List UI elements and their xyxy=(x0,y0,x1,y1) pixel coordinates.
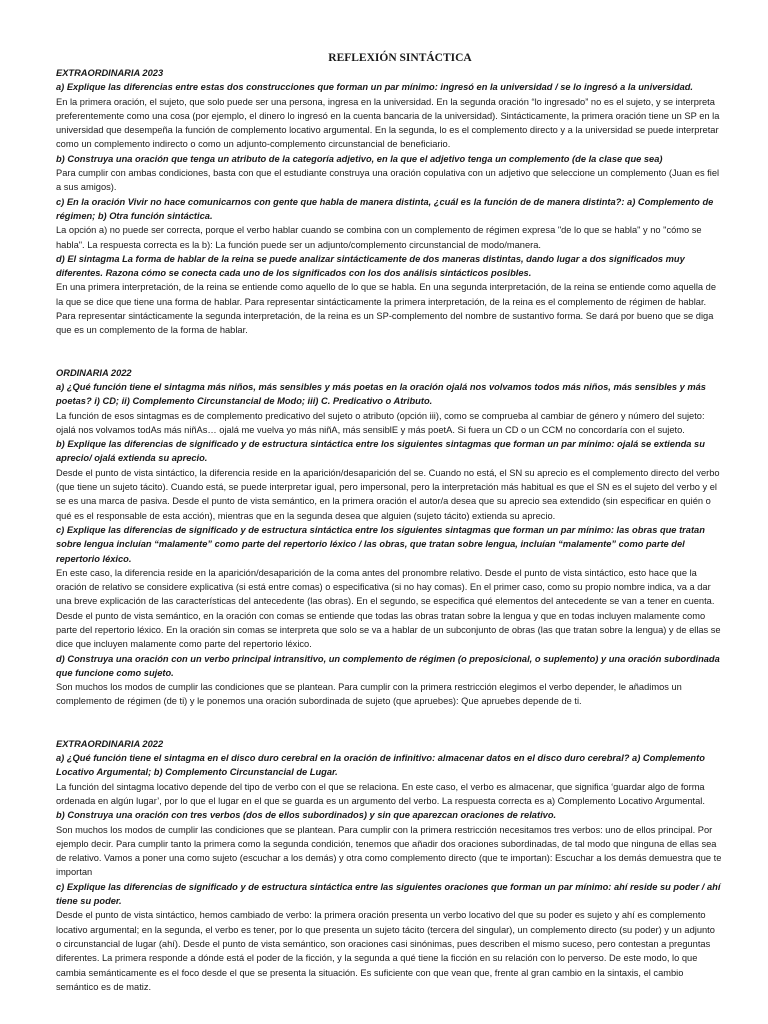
answer: Desde el punto de vista sintáctico, la diferencia reside en la aparición/desaparición del se. Cuando no está, el SN su aprecio es el complemento directo del verbo (que tiene un sujeto tácito). Cuando está, se puede interpretar igual, pero impersonal, pero la interpretación más habitual es que el SN es el sujeto del verbo y el se es una marca de pasiva. Desde el punto de vista semántico, en la primera oración el autor/a desea que su aprecio sea extendido (sin especificar en quién o qué es el responsable de esta acción), mientras que en la segunda desea que alguien (sujeto tácito) extienda su aprecio. xyxy=(56,467,720,521)
answer: Son muchos los modos de cumplir las condiciones que se plantean. Para cumplir con la primera restricción elegimos el verbo depender, le añadimos un complemento de régimen (de ti) y le ponemos una oración subordinada de sujeto (que apruebes): Que apruebes depende de ti. xyxy=(56,682,682,707)
answer: En una primera interpretación, de la reina se entiende como aquello de lo que se habla. En una segunda interpretación, de la reina se entiende como aquella de la que se dice que tiene una forma de hablar. Para representar sintácticamente la primera interpretación, de la reina es el complemento de régimen de hablar. Para representar sintácticamente la segunda interpretación, de la reina es un SP-complemento del nombre de sustantivo forma. Se dará por bueno que se diga que es un complemento de la forma de hablar. xyxy=(56,282,717,336)
question: d) El sintagma La forma de hablar de la reina se puede analizar sintácticamente de dos maneras distintas, dando lugar a dos significados muy diferentes. Razona cómo se conecta cada uno de los significados con los dos análisis sintácticos posibles. xyxy=(56,253,685,279)
document-page xyxy=(56,50,722,994)
answer: Desde el punto de vista sintáctico, hemos cambiado de verbo: la primera oración presenta un verbo locativo del que su poder es sujeto y ahí es complemento locativo argumental; en la segunda, el verbo es tener, por lo que presenta un sujeto tácito (tercera del singular), un complemento directo (su poder) y un adjunto o circunstancial de lugar (ahí). Desde el punto de vista semántico, son oraciones casi sinónimas, pues describen el mismo suceso, pero contestan a preguntas diferentes. La primera responde a dónde está el poder de la ficción, y la segunda a qué tiene la ficción en su relación con lo perverso. De este modo, lo que cambia semánticamente es el foco desde el que se presenta la situación. Es suficiente con que vean que, frente al gran cambio en la sintaxis, el cambio semántico es de matiz. xyxy=(56,910,715,992)
section-spacer xyxy=(56,338,722,366)
section-extraordinaria-2022 xyxy=(56,737,722,994)
answer: Son muchos los modos de cumplir las condiciones que se plantean. Para cumplir con la primera restricción necesitamos tres verbos: uno de ellos principal. Por ejemplo decir. Para cumplir tanto la primera como la segunda condición, tenemos que añadir dos oraciones subordinadas, de tal modo que ninguna de ellas sea de relativo. Vamos a poner una como sujeto (escuchar a los demás) y otra como complemento directo (que te importan): Escuchar a los demás demuestra que te importan xyxy=(56,824,722,878)
question: a) ¿Qué función tiene el sintagma en el disco duro cerebral en la oración de infinitivo: almacenar datos en el disco duro cerebral? a) Complemento Locativo Argumental; b) Complemento Circunstancial de Lugar. xyxy=(56,753,705,778)
page-title: REFLEXIÓN SINTÁCTICA xyxy=(328,52,472,64)
answer: En este caso, la diferencia reside en la aparición/desaparición de la coma antes del pronombre relativo. Desde el punto de vista sintáctico, esto hace que la oración de relativo se considere explicativa (si está entre comas) o especificativa (si no hay comas). En el primer caso, como su propio nombre indica, va a dar una breve explicación de las características del antecedente (las obras). En el segundo, se especifica qué elementos del antecedente se van a tener en cuenta. Desde el punto de vista semántico, en la oración con comas se entiende que todas las obras tratan sobre la lengua y que en todas incluyen malamente como parte del repertorio léxico. En la oración sin comas se interpreta que solo se va a hablar de un subconjunto de obras (las que tratan sobre la lengua) y de ellas se dice que incluyen malamente como parte del repertorio léxico. xyxy=(56,567,721,650)
section-extraordinaria-2023 xyxy=(56,66,722,338)
answer: Para cumplir con ambas condiciones, basta con que el estudiante construya una oración copulativa con un adjetivo que seleccione un complemento (Juan es fiel a sus amigos). xyxy=(56,168,720,193)
question: c) En la oración Vivir no hace comunicarnos con gente que habla de manera distinta, ¿cuál es la función de de manera distinta?: a) Complemento de régimen; b) Otra función sintáctica. xyxy=(56,196,714,221)
section-label: ORDINARIA 2022 xyxy=(56,367,132,378)
question: a) Explique las diferencias entre estas dos construcciones que forman un par mínimo: ingresó en la universidad / se lo ingresó a la universidad. xyxy=(56,82,694,93)
answer: La función de esos sintagmas es de complemento predicativo del sujeto o atributo (opción iii), como se comprueba al cambiar de género y número del sujeto: ojalá nos volvamos todAs más niñAs… ojalá me vuelva yo más niñA, más sensiblE y más poetA. Si fuera un CD o un CCM no concordaría con el sujeto. xyxy=(56,410,705,435)
question: c) Explique las diferencias de significado y de estructura sintáctica entre los siguientes sintagmas que forman un par mínimo: las obras que tratan sobre lengua incluían “malamente” como parte del repertorio léxico / las obras, que tratan sobre lengua, incluían “malamente” como parte del repertorio léxico. xyxy=(56,524,705,564)
section-label: EXTRAORDINARIA 2022 xyxy=(56,738,164,749)
section-label: EXTRAORDINARIA 2023 xyxy=(56,68,164,78)
answer: La opción a) no puede ser correcta, porque el verbo hablar cuando se combina con un complemento de régimen expresa "de lo que se habla" y no "cómo se habla". La respuesta correcta es la b): La función puede ser un adjunto/complemento circunstancial de modo/manera. xyxy=(56,225,702,250)
answer: La función del sintagma locativo depende del tipo de verbo con el que se relaciona. En este caso, el verbo es almacenar, que significa ‘guardar algo de forma ordenada en algún lugar’, por lo que el lugar en el que se guarda es un argumento del verbo. La respuesta correcta es a) Complemento Locativo Argumental. xyxy=(56,781,705,806)
section-ordinaria-2022 xyxy=(56,366,722,709)
question: d) Construya una oración con un verbo principal intransitivo, un complemento de régimen (o preposicional, o suplemento) y una oración subordinada que funcione como sujeto. xyxy=(56,653,720,678)
answer: En la primera oración, el sujeto, que solo puede ser una persona, ingresa en la universidad. En la segunda oración “lo ingresado” no es el sujeto, y se interpreta preferentemente como una cosa (por ejemplo, el dinero lo ingresó en la cuenta bancaria de la universidad). Sintácticamente, la primera oración tiene un SP en la universidad que desempeña la función de complemento locativo argumental. En la segunda, lo es el complemento directo y a la universidad se puede interpretar como un complemento indirecto o como un adjunto-complemento circunstancial de beneficiario. xyxy=(56,96,720,150)
question: a) ¿Qué función tiene el sintagma más niños, más sensibles y más poetas en la oración ojalá nos volvamos todos más niños, más sensibles y más poetas? i) CD; ii) Complemento Circunstancial de Modo; iii) C. Predicativo o Atributo. xyxy=(56,381,706,407)
question: b) Construya una oración con tres verbos (dos de ellos subordinados) y sin que aparezcan oraciones de relativo. xyxy=(56,810,557,821)
question: b) Explique las diferencias de significado y de estructura sintáctica entre los siguientes sintagmas que forman un par mínimo: ojalá se extienda su aprecio/ ojalá extienda su aprecio. xyxy=(56,439,705,464)
section-spacer xyxy=(56,709,722,737)
question: b) Construya una oración que tenga un atributo de la categoría adjetivo, en la que el adjetivo tenga un complemento (de la clase que sea) xyxy=(56,153,663,164)
question: c) Explique las diferencias de significado y de estructura sintáctica entre las siguientes oraciones que forman un par mínimo: ahí reside su poder / ahí tiene su poder. xyxy=(56,881,721,907)
